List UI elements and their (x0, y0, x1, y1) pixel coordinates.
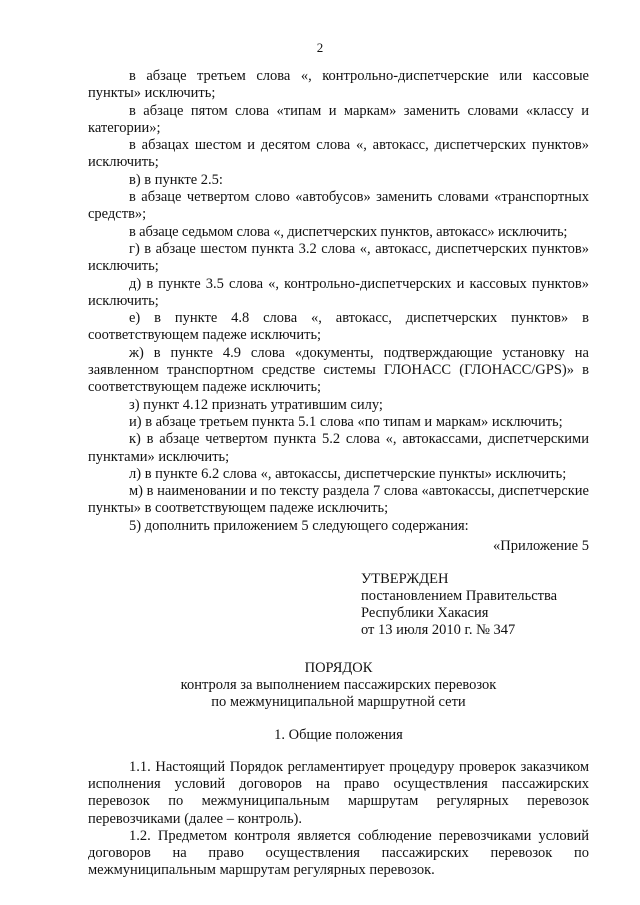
amendment-paragraph: в) в пункте 2.5: (129, 171, 223, 188)
document-body (88, 68, 589, 880)
title-subline: по межмуниципальной маршрутной сети (211, 694, 466, 711)
amendment-paragraph: и) в абзаце третьем пункта 5.1 слова «по типам и маркам» исключить; (129, 413, 563, 430)
approval-line: Республики Хакасия (361, 605, 489, 622)
amendment-paragraph: в абзаце третьем слова «, контрольно-диспетчерские или кассовые пункты» исключить; (88, 68, 589, 102)
amendment-paragraph: л) в пункте 6.2 слова «, автокассы, диспетчерские пункты» исключить; (129, 465, 567, 482)
amendment-paragraph: д) в пункте 3.5 слова «, контрольно-диспетчерских и кассовых пунктов» исключить; (88, 275, 589, 309)
approval-heading: УТВЕРЖДЕН (361, 571, 449, 588)
clause-paragraph: 1.1. Настоящий Порядок регламентирует процедуру проверок заказчиком исполнения условий договоров на право осуществления пассажирских перевозок по межмуниципальным маршрутам регулярных перевозок перевозчиками (далее – контроль). (88, 758, 589, 827)
section-heading: 1. Общие положения (274, 727, 403, 744)
amendment-paragraph: ж) в пункте 4.9 слова «документы, подтверждающие установку на заявленном транспортном средстве системы ГЛОНАСС (ГЛОНАСС/GPS)» в соответствующем падеже исключить; (88, 344, 589, 396)
amendment-paragraph: 5) дополнить приложением 5 следующего содержания: (129, 517, 469, 534)
document-title (88, 660, 589, 711)
clause-paragraph: 1.2. Предметом контроля является соблюдение перевозчиками условий договоров на право осуществления пассажирских перевозок по межмуниципальным маршрутам регулярных перевозок. (88, 827, 589, 879)
amendment-paragraph: в абзаце четвертом слово «автобусов» заменить словами «транспортных средств»; (88, 189, 589, 223)
amendment-paragraph: в абзацах шестом и десятом слова «, автокасс, диспетчерских пунктов» исключить; (88, 137, 589, 171)
title-heading: ПОРЯДОК (304, 660, 373, 677)
amendment-paragraph: з) пункт 4.12 признать утратившим силу; (129, 396, 383, 413)
amendment-paragraph: в абзаце пятом слова «типам и маркам» заменить словами «классу и категории»; (88, 102, 589, 136)
approval-date: от 13 июля 2010 г. № 347 (361, 622, 516, 639)
amendment-paragraph: к) в абзаце четвертом пункта 5.2 слова «, автокассами, диспетчерскими пунктами» исключить; (88, 431, 589, 465)
approval-line: постановлением Правительства (361, 588, 558, 605)
amendment-paragraph: г) в абзаце шестом пункта 3.2 слова «, автокасс, диспетчерских пунктов» исключить; (88, 240, 589, 275)
amendment-paragraph: в абзаце седьмом слова «, диспетчерских пунктов, автокасс» исключить; (129, 223, 568, 240)
title-subline: контроля за выполнением пассажирских перевозок (180, 677, 497, 694)
appendix-label: «Приложение 5 (493, 538, 589, 555)
page-number: 2 (316, 40, 324, 55)
amendment-paragraph: м) в наименовании и по тексту раздела 7 слова «автокассы, диспетчерские пункты» в соответствующем падеже исключить; (88, 483, 589, 517)
approval-block (361, 571, 589, 639)
amendment-paragraph: е) в пункте 4.8 слова «, автокасс, диспетчерских пунктов» в соответствующем падеже исключить; (88, 310, 589, 344)
